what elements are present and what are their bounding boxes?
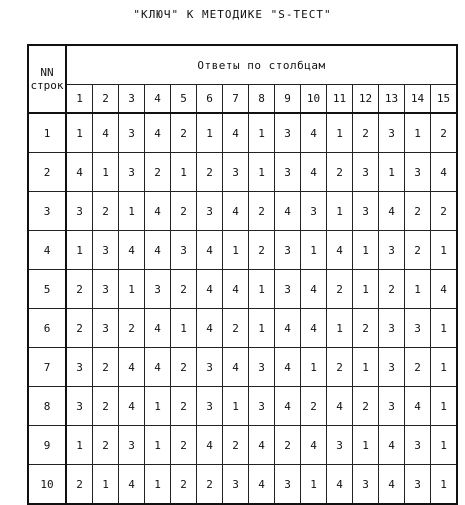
answer-cell: 3 <box>249 348 275 387</box>
row-number: 4 <box>28 231 66 270</box>
answer-cell: 1 <box>301 231 327 270</box>
answer-cell: 1 <box>66 231 93 270</box>
answer-cell: 4 <box>197 270 223 309</box>
answer-cell: 1 <box>171 153 197 192</box>
answer-cell: 1 <box>327 113 353 153</box>
answer-cell: 3 <box>223 153 249 192</box>
answer-cell: 4 <box>431 270 458 309</box>
table-row <box>28 113 457 153</box>
column-number: 4 <box>145 85 171 114</box>
answer-cell: 1 <box>431 426 458 465</box>
answer-cell: 4 <box>249 426 275 465</box>
answer-cell: 1 <box>223 387 249 426</box>
answer-cell: 4 <box>301 113 327 153</box>
row-number: 1 <box>28 113 66 153</box>
answer-cell: 3 <box>66 387 93 426</box>
answer-cell: 3 <box>353 465 379 505</box>
answer-cell: 2 <box>327 348 353 387</box>
table-row <box>28 465 457 505</box>
answer-cell: 1 <box>145 465 171 505</box>
column-number: 6 <box>197 85 223 114</box>
answer-cell: 1 <box>249 309 275 348</box>
answer-cell: 3 <box>93 231 119 270</box>
answer-cell: 3 <box>275 465 301 505</box>
answer-cell: 3 <box>379 387 405 426</box>
answer-cell: 3 <box>327 426 353 465</box>
answer-cell: 2 <box>379 270 405 309</box>
row-number: 5 <box>28 270 66 309</box>
answer-cell: 2 <box>353 387 379 426</box>
answer-cell: 2 <box>93 426 119 465</box>
answer-cell: 2 <box>66 270 93 309</box>
answer-cell: 3 <box>171 231 197 270</box>
answer-cell: 1 <box>405 113 431 153</box>
answer-cell: 3 <box>379 113 405 153</box>
answer-cell: 4 <box>301 153 327 192</box>
answer-cell: 4 <box>327 465 353 505</box>
row-header-line2: строк <box>30 79 64 92</box>
column-number: 1 <box>66 85 93 114</box>
answer-cell: 4 <box>119 465 145 505</box>
answer-cell: 4 <box>93 113 119 153</box>
answer-cell: 1 <box>353 231 379 270</box>
answer-cell: 3 <box>405 426 431 465</box>
column-number: 15 <box>431 85 458 114</box>
answer-cell: 3 <box>275 270 301 309</box>
answer-cell: 1 <box>431 465 458 505</box>
row-number: 3 <box>28 192 66 231</box>
answer-cell: 1 <box>431 309 458 348</box>
answer-cell: 2 <box>431 113 458 153</box>
column-number: 8 <box>249 85 275 114</box>
answer-cell: 1 <box>379 153 405 192</box>
answer-cell: 3 <box>119 153 145 192</box>
answer-cell: 3 <box>275 153 301 192</box>
answer-cell: 3 <box>405 153 431 192</box>
answer-cell: 2 <box>66 465 93 505</box>
answer-cell: 3 <box>223 465 249 505</box>
answer-cell: 2 <box>171 113 197 153</box>
answer-cell: 4 <box>66 153 93 192</box>
answer-cell: 3 <box>405 309 431 348</box>
row-header-line1: NN <box>40 66 54 79</box>
column-number: 12 <box>353 85 379 114</box>
answer-cell: 4 <box>275 387 301 426</box>
answer-cell: 1 <box>301 465 327 505</box>
answer-cell: 2 <box>249 231 275 270</box>
answer-cell: 1 <box>223 231 249 270</box>
columns-header: Ответы по столбцам <box>66 45 457 85</box>
answer-cell: 4 <box>223 113 249 153</box>
answer-cell: 2 <box>223 426 249 465</box>
answer-cell: 4 <box>223 270 249 309</box>
row-number: 9 <box>28 426 66 465</box>
answer-cell: 4 <box>327 387 353 426</box>
answer-cell: 2 <box>327 270 353 309</box>
answer-cell: 3 <box>275 113 301 153</box>
table-row <box>28 426 457 465</box>
answer-cell: 4 <box>145 348 171 387</box>
row-number: 7 <box>28 348 66 387</box>
answer-cell: 2 <box>119 309 145 348</box>
answer-cell: 3 <box>197 348 223 387</box>
answer-cell: 2 <box>145 153 171 192</box>
answer-cell: 1 <box>431 387 458 426</box>
column-number: 10 <box>301 85 327 114</box>
answer-key-table <box>27 44 458 505</box>
answer-cell: 4 <box>145 231 171 270</box>
answer-cell: 2 <box>171 348 197 387</box>
answer-cell: 1 <box>93 465 119 505</box>
answer-cell: 2 <box>171 192 197 231</box>
answer-cell: 3 <box>301 192 327 231</box>
answer-cell: 1 <box>431 231 458 270</box>
answer-cell: 1 <box>431 348 458 387</box>
answer-cell: 1 <box>66 426 93 465</box>
answer-cell: 2 <box>301 387 327 426</box>
answer-cell: 1 <box>249 270 275 309</box>
column-number: 9 <box>275 85 301 114</box>
answer-cell: 1 <box>353 426 379 465</box>
table-row <box>28 270 457 309</box>
answer-cell: 4 <box>145 192 171 231</box>
answer-cell: 3 <box>197 192 223 231</box>
answer-cell: 3 <box>353 153 379 192</box>
column-number: 13 <box>379 85 405 114</box>
column-number: 3 <box>119 85 145 114</box>
answer-cell: 4 <box>431 153 458 192</box>
answer-cell: 2 <box>353 113 379 153</box>
answer-cell: 2 <box>353 309 379 348</box>
column-number: 11 <box>327 85 353 114</box>
answer-cell: 4 <box>379 426 405 465</box>
answer-cell: 4 <box>379 465 405 505</box>
answer-cell: 4 <box>301 270 327 309</box>
answer-cell: 2 <box>93 387 119 426</box>
table-row <box>28 153 457 192</box>
answer-cell: 1 <box>301 348 327 387</box>
answer-cell: 2 <box>171 426 197 465</box>
table-row <box>28 309 457 348</box>
answer-cell: 4 <box>275 309 301 348</box>
answer-cell: 4 <box>145 113 171 153</box>
column-numbers-row <box>28 85 457 114</box>
answer-cell: 2 <box>431 192 458 231</box>
answer-cell: 1 <box>119 192 145 231</box>
answer-cell: 2 <box>405 231 431 270</box>
answer-cell: 4 <box>275 348 301 387</box>
answer-cell: 2 <box>171 387 197 426</box>
answer-cell: 3 <box>66 348 93 387</box>
answer-cell: 1 <box>93 153 119 192</box>
answer-cell: 4 <box>275 192 301 231</box>
answer-cell: 4 <box>301 309 327 348</box>
answer-cell: 2 <box>171 270 197 309</box>
answer-cell: 4 <box>197 426 223 465</box>
answer-cell: 2 <box>405 348 431 387</box>
answer-cell: 4 <box>379 192 405 231</box>
answer-cell: 1 <box>249 153 275 192</box>
answer-cell: 2 <box>93 348 119 387</box>
answer-cell: 3 <box>379 231 405 270</box>
answer-cell: 1 <box>353 348 379 387</box>
answer-cell: 4 <box>119 348 145 387</box>
column-number: 14 <box>405 85 431 114</box>
answer-cell: 3 <box>119 426 145 465</box>
answer-cell: 3 <box>93 309 119 348</box>
table-row <box>28 348 457 387</box>
row-number: 2 <box>28 153 66 192</box>
answer-cell: 1 <box>119 270 145 309</box>
column-number: 5 <box>171 85 197 114</box>
answer-cell: 1 <box>197 113 223 153</box>
answer-rows <box>28 113 457 504</box>
answer-cell: 4 <box>405 387 431 426</box>
answer-cell: 3 <box>353 192 379 231</box>
answer-cell: 3 <box>93 270 119 309</box>
answer-cell: 3 <box>405 465 431 505</box>
row-number-header <box>28 45 66 113</box>
answer-cell: 4 <box>249 465 275 505</box>
answer-cell: 2 <box>405 192 431 231</box>
answer-cell: 2 <box>197 465 223 505</box>
table-row <box>28 387 457 426</box>
table-row <box>28 192 457 231</box>
answer-cell: 1 <box>145 426 171 465</box>
answer-cell: 1 <box>353 270 379 309</box>
answer-cell: 4 <box>145 309 171 348</box>
answer-cell: 2 <box>275 426 301 465</box>
answer-cell: 2 <box>327 153 353 192</box>
answer-cell: 3 <box>275 231 301 270</box>
answer-cell: 3 <box>119 113 145 153</box>
answer-cell: 1 <box>66 113 93 153</box>
answer-cell: 2 <box>66 309 93 348</box>
answer-cell: 3 <box>197 387 223 426</box>
answer-cell: 4 <box>223 192 249 231</box>
answer-cell: 4 <box>119 231 145 270</box>
answer-cell: 4 <box>223 348 249 387</box>
answer-cell: 1 <box>405 270 431 309</box>
answer-cell: 1 <box>249 113 275 153</box>
row-number: 6 <box>28 309 66 348</box>
row-number: 10 <box>28 465 66 505</box>
answer-cell: 4 <box>301 426 327 465</box>
answer-cell: 4 <box>119 387 145 426</box>
answer-cell: 3 <box>249 387 275 426</box>
row-number: 8 <box>28 387 66 426</box>
answer-cell: 1 <box>327 309 353 348</box>
table-row <box>28 231 457 270</box>
column-number: 7 <box>223 85 249 114</box>
answer-cell: 1 <box>327 192 353 231</box>
answer-cell: 2 <box>93 192 119 231</box>
answer-cell: 3 <box>145 270 171 309</box>
answer-cell: 4 <box>327 231 353 270</box>
answer-cell: 3 <box>379 348 405 387</box>
answer-cell: 4 <box>197 309 223 348</box>
page-title: "КЛЮЧ" К МЕТОДИКЕ "S-ТЕСТ" <box>133 8 332 21</box>
answer-cell: 2 <box>249 192 275 231</box>
answer-cell: 4 <box>197 231 223 270</box>
answer-cell: 3 <box>379 309 405 348</box>
answer-cell: 2 <box>223 309 249 348</box>
answer-cell: 2 <box>171 465 197 505</box>
answer-cell: 1 <box>145 387 171 426</box>
answer-cell: 2 <box>197 153 223 192</box>
answer-cell: 1 <box>171 309 197 348</box>
answer-cell: 3 <box>66 192 93 231</box>
column-number: 2 <box>93 85 119 114</box>
